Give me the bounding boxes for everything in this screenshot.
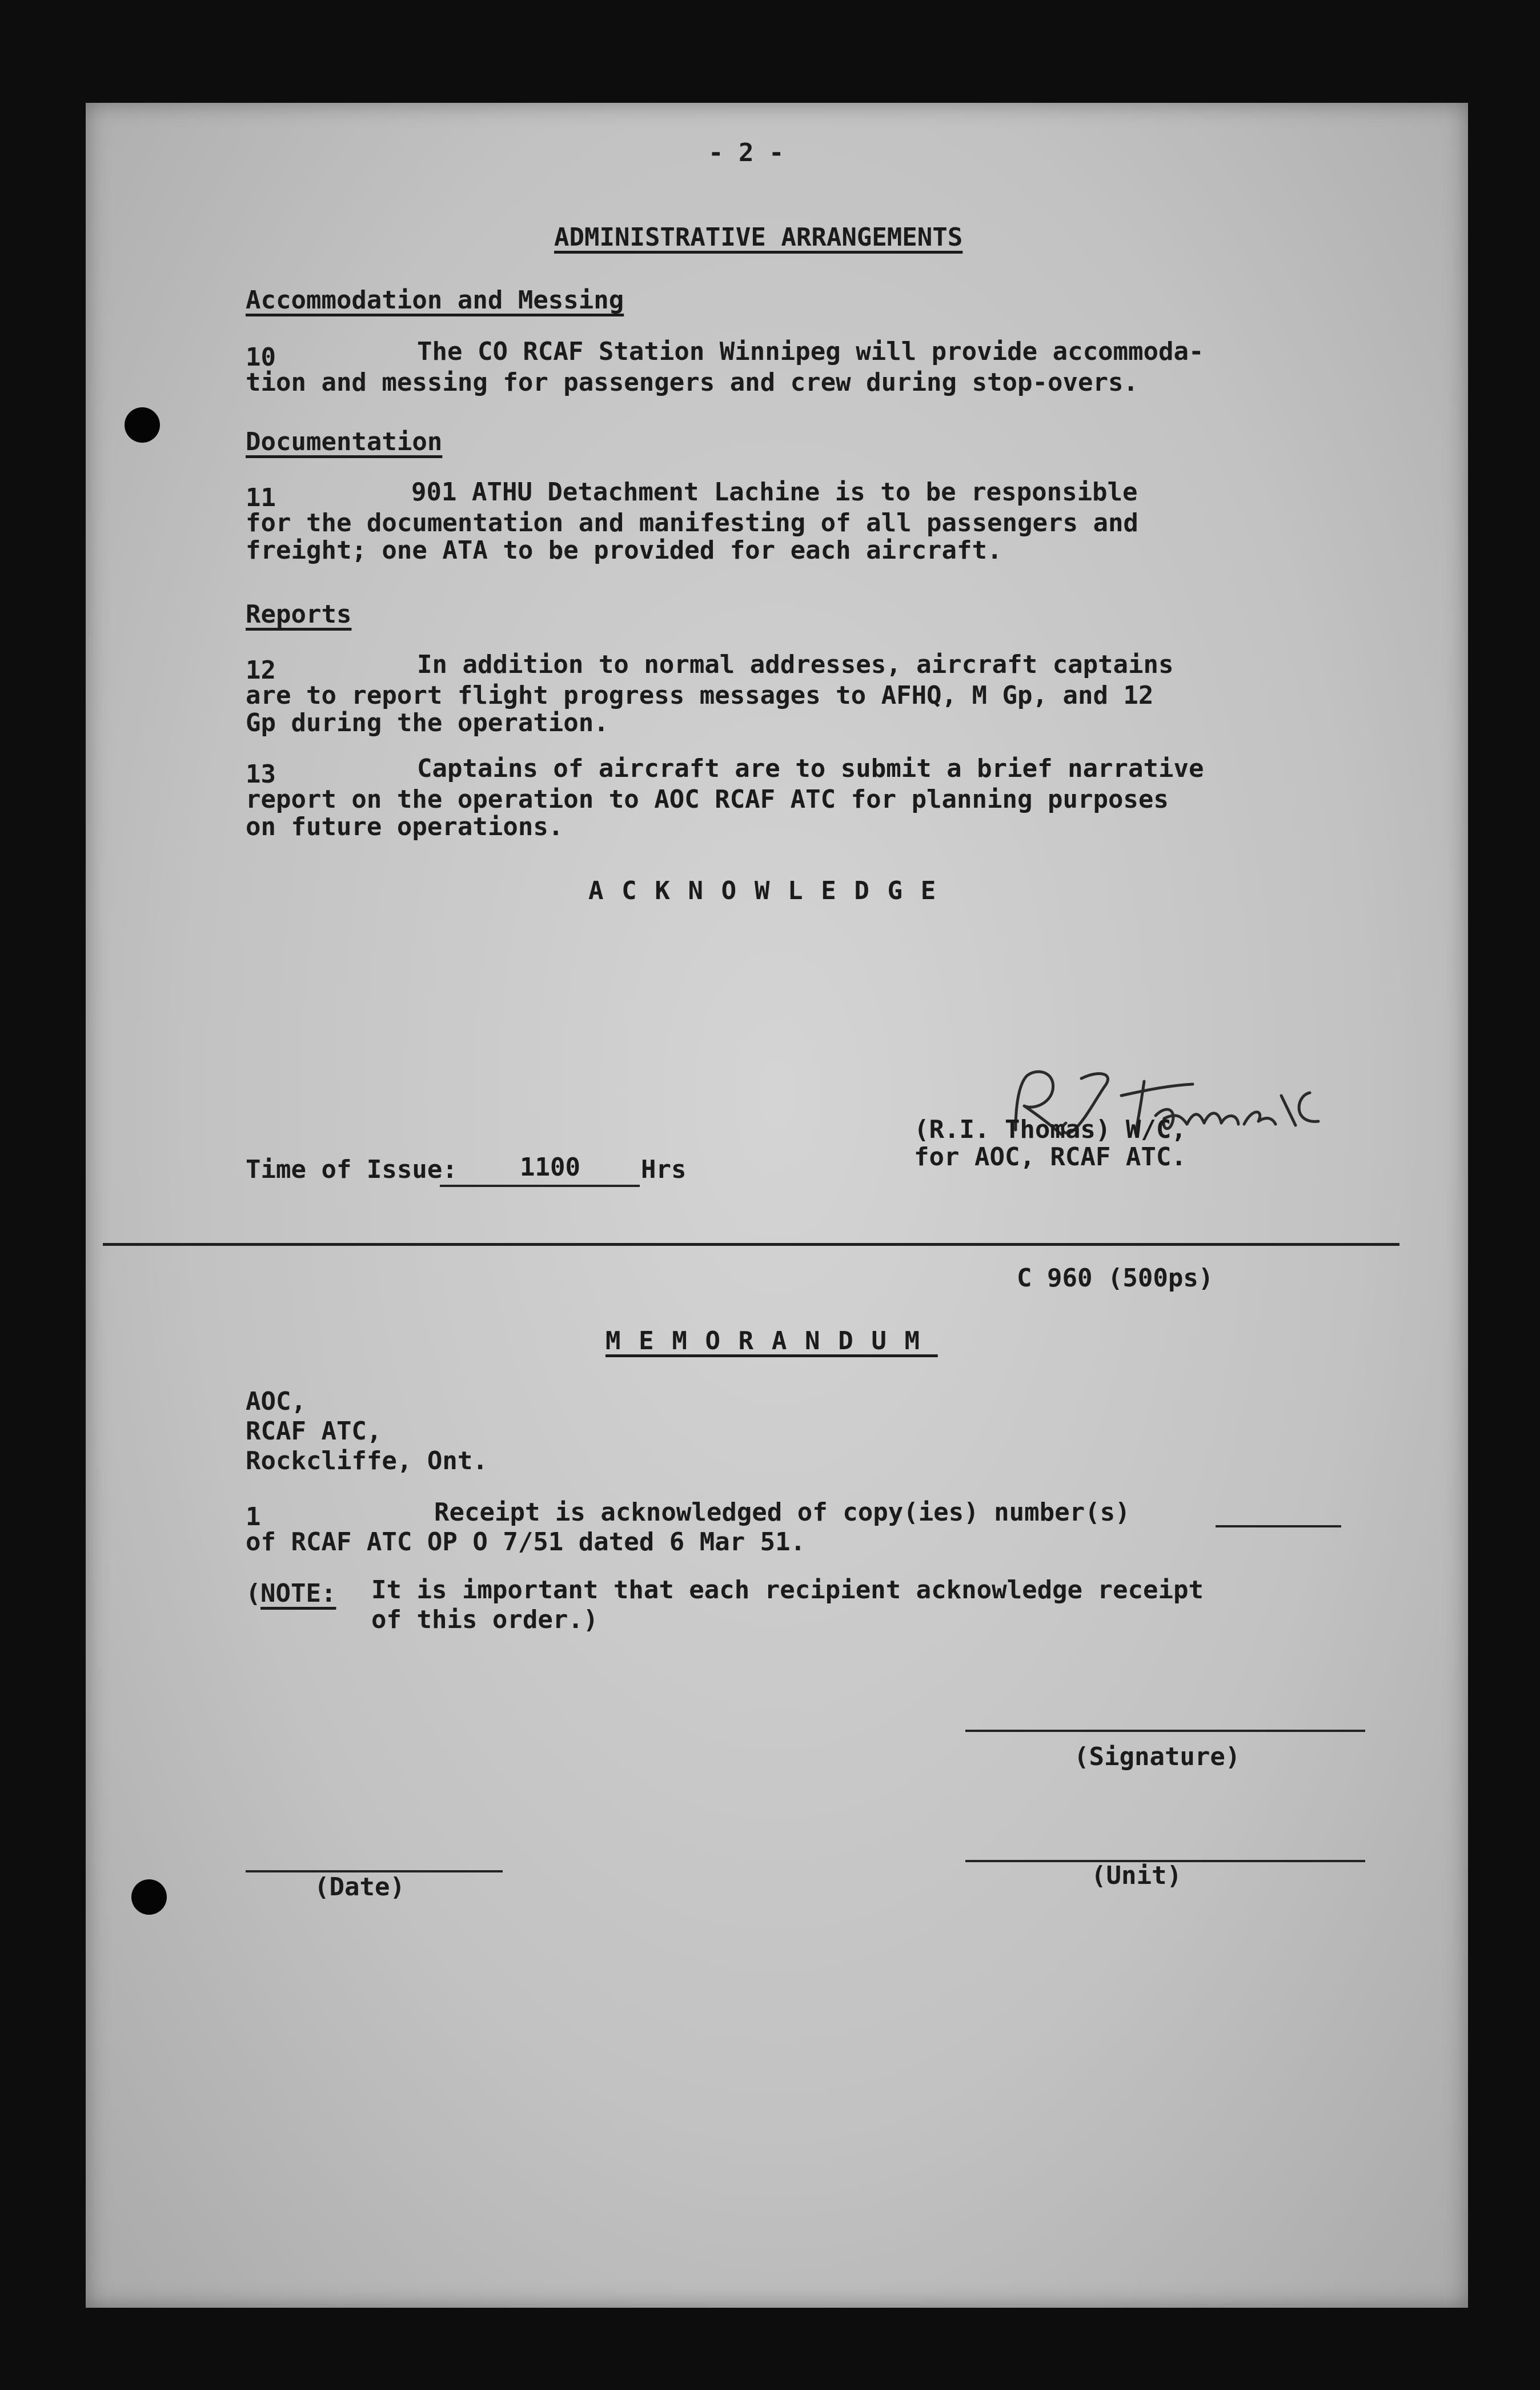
- note-open-paren: (: [246, 1579, 261, 1608]
- signatory-name: (R.I. Thomas) W/C,: [914, 1115, 1186, 1144]
- para-10-line-1: The CO RCAF Station Winnipeg will provide accommoda-: [417, 337, 1204, 366]
- time-of-issue-unit: Hrs: [641, 1155, 687, 1184]
- memo-para-1-line-2: of RCAF ATC OP O 7/51 dated 6 Mar 51.: [246, 1527, 806, 1557]
- time-of-issue-underline: [440, 1185, 640, 1187]
- punch-hole-top: [125, 407, 160, 443]
- note-line-1: It is important that each recipient acknowledge receipt: [371, 1575, 1204, 1605]
- para-10-number: 10: [246, 343, 276, 372]
- signatory-for-line: for AOC, RCAF ATC.: [914, 1142, 1186, 1172]
- para-12-number: 12: [246, 656, 276, 685]
- unit-caption: (Unit): [1091, 1861, 1182, 1890]
- note-line-2: of this order.): [371, 1605, 599, 1634]
- signature-caption: (Signature): [1074, 1742, 1241, 1771]
- para-13-number: 13: [246, 760, 276, 789]
- address-line-3: Rockcliffe, Ont.: [246, 1446, 488, 1475]
- heading-documentation: Documentation: [246, 427, 443, 456]
- section-title: ADMINISTRATIVE ARRANGEMENTS: [554, 223, 963, 252]
- heading-reports: Reports: [246, 600, 352, 629]
- para-13-line-2: report on the operation to AOC RCAF ATC for planning purposes: [246, 785, 1169, 814]
- para-11-line-1: 901 ATHU Detachment Lachine is to be responsible: [411, 478, 1138, 507]
- punch-hole-bottom: [131, 1879, 167, 1915]
- memorandum-title: MEMORANDUM: [605, 1326, 938, 1356]
- para-12-line-2: are to report flight progress messages to AFHQ, M Gp, and 12: [246, 681, 1154, 710]
- para-12-line-3: Gp during the operation.: [246, 708, 609, 737]
- signature-line[interactable]: [965, 1730, 1365, 1732]
- para-11-line-2: for the documentation and manifesting of all passengers and: [246, 508, 1138, 538]
- address-line-2: RCAF ATC,: [246, 1417, 382, 1446]
- section-divider: [103, 1243, 1399, 1246]
- document-page: [86, 103, 1468, 2308]
- address-line-1: AOC,: [246, 1387, 306, 1416]
- memo-para-1-number: 1: [246, 1502, 261, 1531]
- date-caption: (Date): [314, 1872, 405, 1902]
- time-of-issue-value: 1100: [520, 1153, 580, 1182]
- memo-para-1-line-1: Receipt is acknowledged of copy(ies) number(s): [434, 1498, 1130, 1527]
- form-code: C 960 (500ps): [1017, 1264, 1214, 1293]
- para-11-line-3: freight; one ATA to be provided for each aircraft.: [246, 536, 1002, 565]
- copy-number-blank[interactable]: [1216, 1525, 1341, 1527]
- page-number: - 2 -: [708, 138, 784, 167]
- para-13-line-3: on future operations.: [246, 812, 564, 841]
- acknowledge-heading: ACKNOWLEDGE: [588, 876, 954, 905]
- para-11-number: 11: [246, 483, 276, 512]
- time-of-issue-label: Time of Issue:: [246, 1155, 458, 1184]
- para-13-line-1: Captains of aircraft are to submit a brief narrative: [417, 754, 1204, 783]
- para-10-line-2: tion and messing for passengers and crew during stop-overs.: [246, 368, 1138, 397]
- para-12-line-1: In addition to normal addresses, aircraft captains: [417, 650, 1174, 679]
- note-label: NOTE:: [260, 1579, 336, 1608]
- heading-accommodation: Accommodation and Messing: [246, 286, 624, 315]
